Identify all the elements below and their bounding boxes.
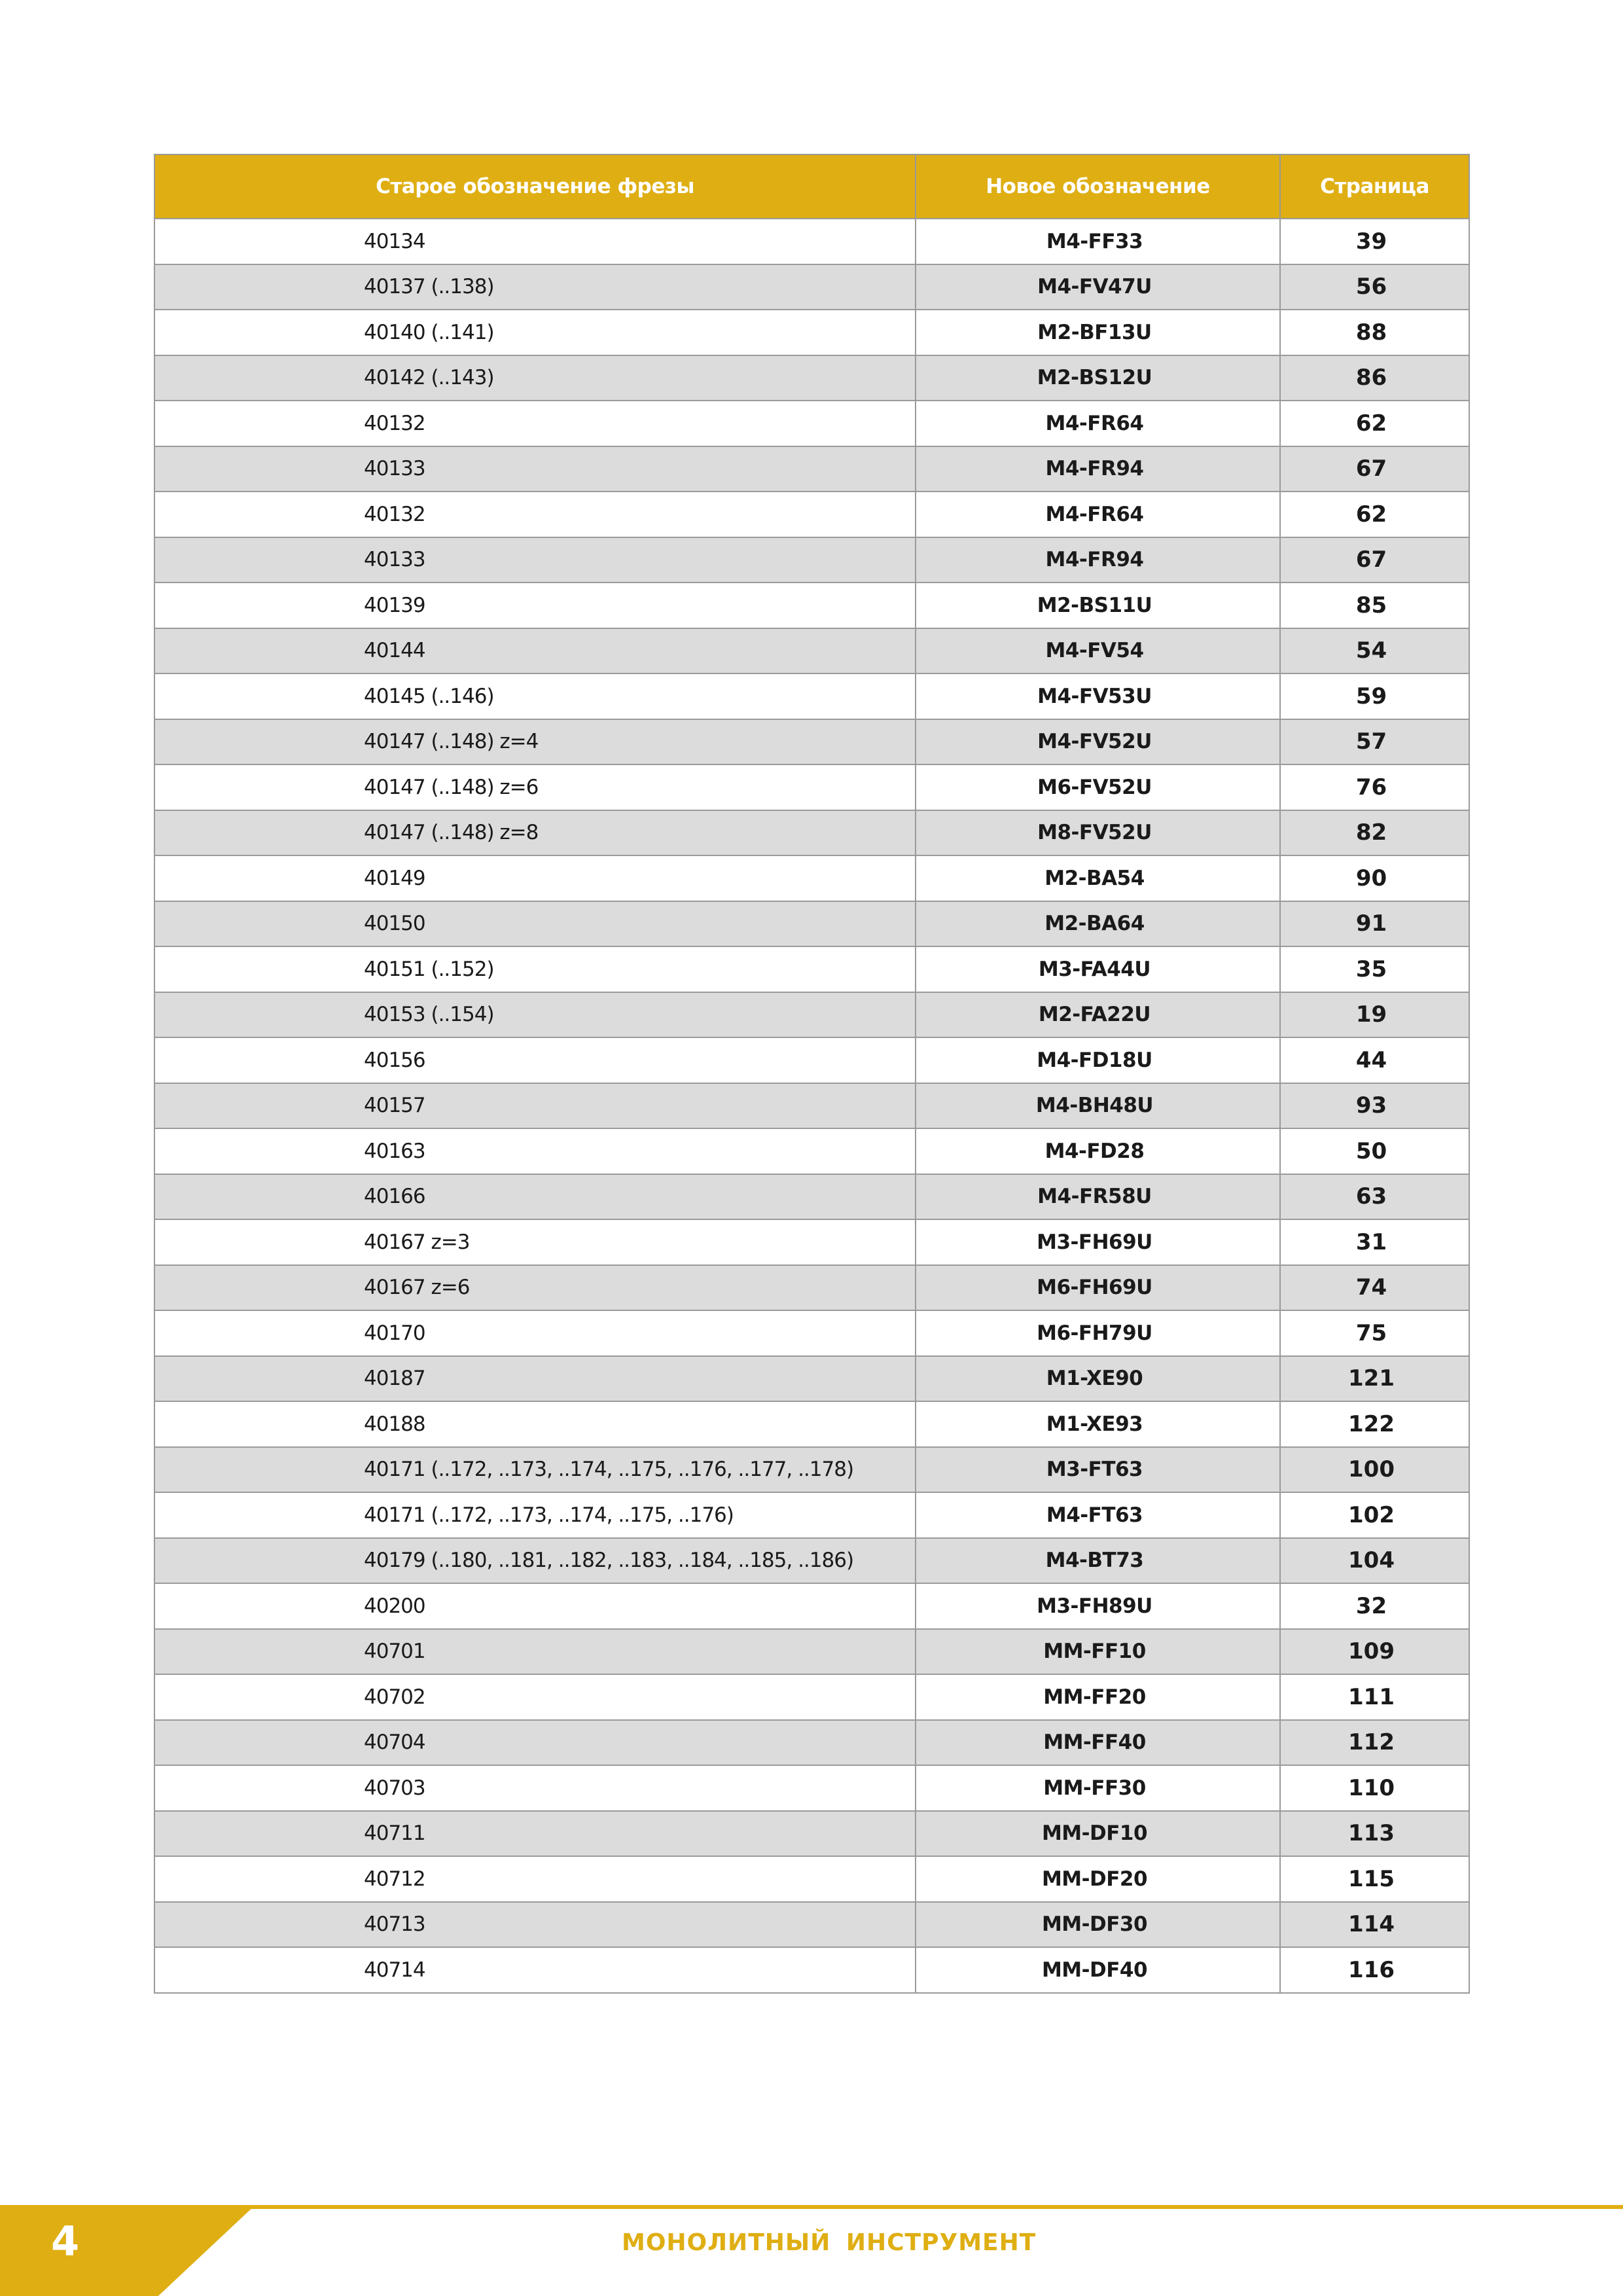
old-designation-cell: 40188 bbox=[154, 1401, 916, 1447]
page-cell: 35 bbox=[1280, 946, 1469, 992]
new-designation-cell: MM-FF10 bbox=[916, 1629, 1280, 1675]
table-row bbox=[154, 1037, 1469, 1083]
new-designation-cell: M3-FH69U bbox=[916, 1219, 1280, 1265]
new-designation-cell: M4-FV47U bbox=[916, 264, 1280, 310]
page-cell: 88 bbox=[1280, 310, 1469, 355]
new-designation-cell: M3-FA44U bbox=[916, 946, 1280, 992]
table-row bbox=[154, 1174, 1469, 1220]
header-old-designation: Старое обозначение фрезы bbox=[154, 154, 916, 219]
new-designation-cell: M4-BT73 bbox=[916, 1538, 1280, 1584]
table-body bbox=[154, 219, 1469, 1993]
old-designation-cell: 40179 (..180, ..181, ..182, ..183, ..184, ..185, ..186) bbox=[154, 1538, 916, 1584]
old-designation-cell: 40171 (..172, ..173, ..174, ..175, ..176) bbox=[154, 1492, 916, 1538]
new-designation-cell: M4-FT63 bbox=[916, 1492, 1280, 1538]
old-designation-cell: 40187 bbox=[154, 1356, 916, 1402]
new-designation-cell: M6-FH69U bbox=[916, 1265, 1280, 1311]
header-page: Страница bbox=[1280, 154, 1469, 219]
page-cell: 32 bbox=[1280, 1583, 1469, 1629]
table-row bbox=[154, 1720, 1469, 1766]
new-designation-cell: M6-FH79U bbox=[916, 1310, 1280, 1356]
old-designation-cell: 40153 (..154) bbox=[154, 992, 916, 1038]
page-cell: 93 bbox=[1280, 1083, 1469, 1129]
table-row bbox=[154, 1538, 1469, 1584]
table-row bbox=[154, 1265, 1469, 1311]
page-cell: 57 bbox=[1280, 719, 1469, 765]
page-number: 4 bbox=[51, 2217, 80, 2265]
page-cell: 111 bbox=[1280, 1674, 1469, 1720]
old-designation-cell: 40147 (..148) z=6 bbox=[154, 764, 916, 810]
old-designation-cell: 40703 bbox=[154, 1765, 916, 1811]
page-cell: 112 bbox=[1280, 1720, 1469, 1766]
table-row bbox=[154, 355, 1469, 401]
table-row bbox=[154, 1128, 1469, 1174]
table-row bbox=[154, 1356, 1469, 1402]
new-designation-cell: M4-FR58U bbox=[916, 1174, 1280, 1220]
page-cell: 114 bbox=[1280, 1902, 1469, 1948]
page-cell: 74 bbox=[1280, 1265, 1469, 1311]
new-designation-cell: M2-BS12U bbox=[916, 355, 1280, 401]
old-designation-cell: 40714 bbox=[154, 1947, 916, 1993]
conversion-table bbox=[154, 154, 1470, 1994]
table-row bbox=[154, 673, 1469, 719]
old-designation-cell: 40712 bbox=[154, 1856, 916, 1902]
new-designation-cell: MM-FF20 bbox=[916, 1674, 1280, 1720]
page-cell: 67 bbox=[1280, 446, 1469, 492]
page-cell: 50 bbox=[1280, 1128, 1469, 1174]
new-designation-cell: M4-BH48U bbox=[916, 1083, 1280, 1129]
page-cell: 56 bbox=[1280, 264, 1469, 310]
new-designation-cell: M4-FV54 bbox=[916, 628, 1280, 674]
page-cell: 104 bbox=[1280, 1538, 1469, 1584]
new-designation-cell: M4-FF33 bbox=[916, 219, 1280, 264]
table-row bbox=[154, 855, 1469, 901]
header-new-designation: Новое обозначение bbox=[916, 154, 1280, 219]
old-designation-cell: 40132 bbox=[154, 492, 916, 537]
page-cell: 67 bbox=[1280, 537, 1469, 583]
table-row bbox=[154, 219, 1469, 264]
new-designation-cell: M4-FR94 bbox=[916, 446, 1280, 492]
table-row bbox=[154, 628, 1469, 674]
new-designation-cell: MM-DF40 bbox=[916, 1947, 1280, 1993]
page-cell: 44 bbox=[1280, 1037, 1469, 1083]
old-designation-cell: 40711 bbox=[154, 1811, 916, 1857]
old-designation-cell: 40150 bbox=[154, 901, 916, 947]
new-designation-cell: MM-FF40 bbox=[916, 1720, 1280, 1766]
page-cell: 100 bbox=[1280, 1447, 1469, 1493]
table-row bbox=[154, 1492, 1469, 1538]
old-designation-cell: 40132 bbox=[154, 401, 916, 446]
old-designation-cell: 40142 (..143) bbox=[154, 355, 916, 401]
page-cell: 62 bbox=[1280, 492, 1469, 537]
page-cell: 121 bbox=[1280, 1356, 1469, 1402]
table-row bbox=[154, 1083, 1469, 1129]
old-designation-cell: 40166 bbox=[154, 1174, 916, 1220]
old-designation-cell: 40144 bbox=[154, 628, 916, 674]
page-cell: 82 bbox=[1280, 810, 1469, 856]
page-cell: 39 bbox=[1280, 219, 1469, 264]
table-row bbox=[154, 1629, 1469, 1675]
old-designation-cell: 40145 (..146) bbox=[154, 673, 916, 719]
old-designation-cell: 40140 (..141) bbox=[154, 310, 916, 355]
old-designation-cell: 40701 bbox=[154, 1629, 916, 1675]
page-cell: 85 bbox=[1280, 583, 1469, 628]
page-cell: 122 bbox=[1280, 1401, 1469, 1447]
new-designation-cell: M4-FD28 bbox=[916, 1128, 1280, 1174]
new-designation-cell: M4-FR64 bbox=[916, 492, 1280, 537]
new-designation-cell: M3-FH89U bbox=[916, 1583, 1280, 1629]
table-row bbox=[154, 492, 1469, 537]
table-row bbox=[154, 537, 1469, 583]
old-designation-cell: 40200 bbox=[154, 1583, 916, 1629]
footer-page-tab bbox=[0, 2205, 255, 2296]
page-cell: 116 bbox=[1280, 1947, 1469, 1993]
old-designation-cell: 40134 bbox=[154, 219, 916, 264]
page-cell: 91 bbox=[1280, 901, 1469, 947]
page-cell: 75 bbox=[1280, 1310, 1469, 1356]
new-designation-cell: M4-FR64 bbox=[916, 401, 1280, 446]
new-designation-cell: MM-DF10 bbox=[916, 1811, 1280, 1857]
old-designation-cell: 40167 z=6 bbox=[154, 1265, 916, 1311]
table-row bbox=[154, 946, 1469, 992]
table-row bbox=[154, 1219, 1469, 1265]
new-designation-cell: M2-FA22U bbox=[916, 992, 1280, 1038]
page-cell: 90 bbox=[1280, 855, 1469, 901]
table-row bbox=[154, 719, 1469, 765]
table-row bbox=[154, 1765, 1469, 1811]
old-designation-cell: 40157 bbox=[154, 1083, 916, 1129]
old-designation-cell: 40156 bbox=[154, 1037, 916, 1083]
new-designation-cell: M2-BA64 bbox=[916, 901, 1280, 947]
new-designation-cell: M4-FV53U bbox=[916, 673, 1280, 719]
page-cell: 110 bbox=[1280, 1765, 1469, 1811]
old-designation-cell: 40167 z=3 bbox=[154, 1219, 916, 1265]
table-row bbox=[154, 1310, 1469, 1356]
page-cell: 62 bbox=[1280, 401, 1469, 446]
table-row bbox=[154, 901, 1469, 947]
new-designation-cell: M3-FT63 bbox=[916, 1447, 1280, 1493]
table-row bbox=[154, 446, 1469, 492]
page-cell: 86 bbox=[1280, 355, 1469, 401]
new-designation-cell: MM-FF30 bbox=[916, 1765, 1280, 1811]
new-designation-cell: M1-XE93 bbox=[916, 1401, 1280, 1447]
table-row bbox=[154, 1856, 1469, 1902]
new-designation-cell: M1-XE90 bbox=[916, 1356, 1280, 1402]
old-designation-cell: 40170 bbox=[154, 1310, 916, 1356]
old-designation-cell: 40133 bbox=[154, 446, 916, 492]
old-designation-cell: 40137 (..138) bbox=[154, 264, 916, 310]
old-designation-cell: 40147 (..148) z=4 bbox=[154, 719, 916, 765]
old-designation-cell: 40139 bbox=[154, 583, 916, 628]
new-designation-cell: M8-FV52U bbox=[916, 810, 1280, 856]
footer-title: МОНОЛИТНЫЙ ИНСТРУМЕНТ bbox=[622, 2229, 1037, 2256]
new-designation-cell: M2-BS11U bbox=[916, 583, 1280, 628]
old-designation-cell: 40704 bbox=[154, 1720, 916, 1766]
table-row bbox=[154, 1447, 1469, 1493]
old-designation-cell: 40133 bbox=[154, 537, 916, 583]
table-row bbox=[154, 1947, 1469, 1993]
table-row bbox=[154, 1401, 1469, 1447]
table-row bbox=[154, 264, 1469, 310]
table-row bbox=[154, 764, 1469, 810]
new-designation-cell: M4-FV52U bbox=[916, 719, 1280, 765]
table-row bbox=[154, 1811, 1469, 1857]
old-designation-cell: 40147 (..148) z=8 bbox=[154, 810, 916, 856]
new-designation-cell: M4-FD18U bbox=[916, 1037, 1280, 1083]
page-cell: 31 bbox=[1280, 1219, 1469, 1265]
table-row bbox=[154, 1902, 1469, 1948]
new-designation-cell: M4-FR94 bbox=[916, 537, 1280, 583]
old-designation-cell: 40171 (..172, ..173, ..174, ..175, ..176, ..177, ..178) bbox=[154, 1447, 916, 1493]
page-cell: 102 bbox=[1280, 1492, 1469, 1538]
table-row bbox=[154, 1674, 1469, 1720]
table-row bbox=[154, 583, 1469, 628]
new-designation-cell: MM-DF20 bbox=[916, 1856, 1280, 1902]
page-cell: 113 bbox=[1280, 1811, 1469, 1857]
page-cell: 63 bbox=[1280, 1174, 1469, 1220]
page-cell: 76 bbox=[1280, 764, 1469, 810]
old-designation-cell: 40149 bbox=[154, 855, 916, 901]
new-designation-cell: M6-FV52U bbox=[916, 764, 1280, 810]
table-row bbox=[154, 992, 1469, 1038]
table-row bbox=[154, 310, 1469, 355]
table-row bbox=[154, 401, 1469, 446]
page-cell: 109 bbox=[1280, 1629, 1469, 1675]
new-designation-cell: MM-DF30 bbox=[916, 1902, 1280, 1948]
old-designation-cell: 40151 (..152) bbox=[154, 946, 916, 992]
old-designation-cell: 40702 bbox=[154, 1674, 916, 1720]
new-designation-cell: M2-BF13U bbox=[916, 310, 1280, 355]
page-cell: 59 bbox=[1280, 673, 1469, 719]
page-cell: 115 bbox=[1280, 1856, 1469, 1902]
old-designation-cell: 40163 bbox=[154, 1128, 916, 1174]
page-cell: 54 bbox=[1280, 628, 1469, 674]
table-row bbox=[154, 1583, 1469, 1629]
table-row bbox=[154, 810, 1469, 856]
old-designation-cell: 40713 bbox=[154, 1902, 916, 1948]
page-cell: 19 bbox=[1280, 992, 1469, 1038]
new-designation-cell: M2-BA54 bbox=[916, 855, 1280, 901]
table-header-row bbox=[154, 154, 1469, 219]
